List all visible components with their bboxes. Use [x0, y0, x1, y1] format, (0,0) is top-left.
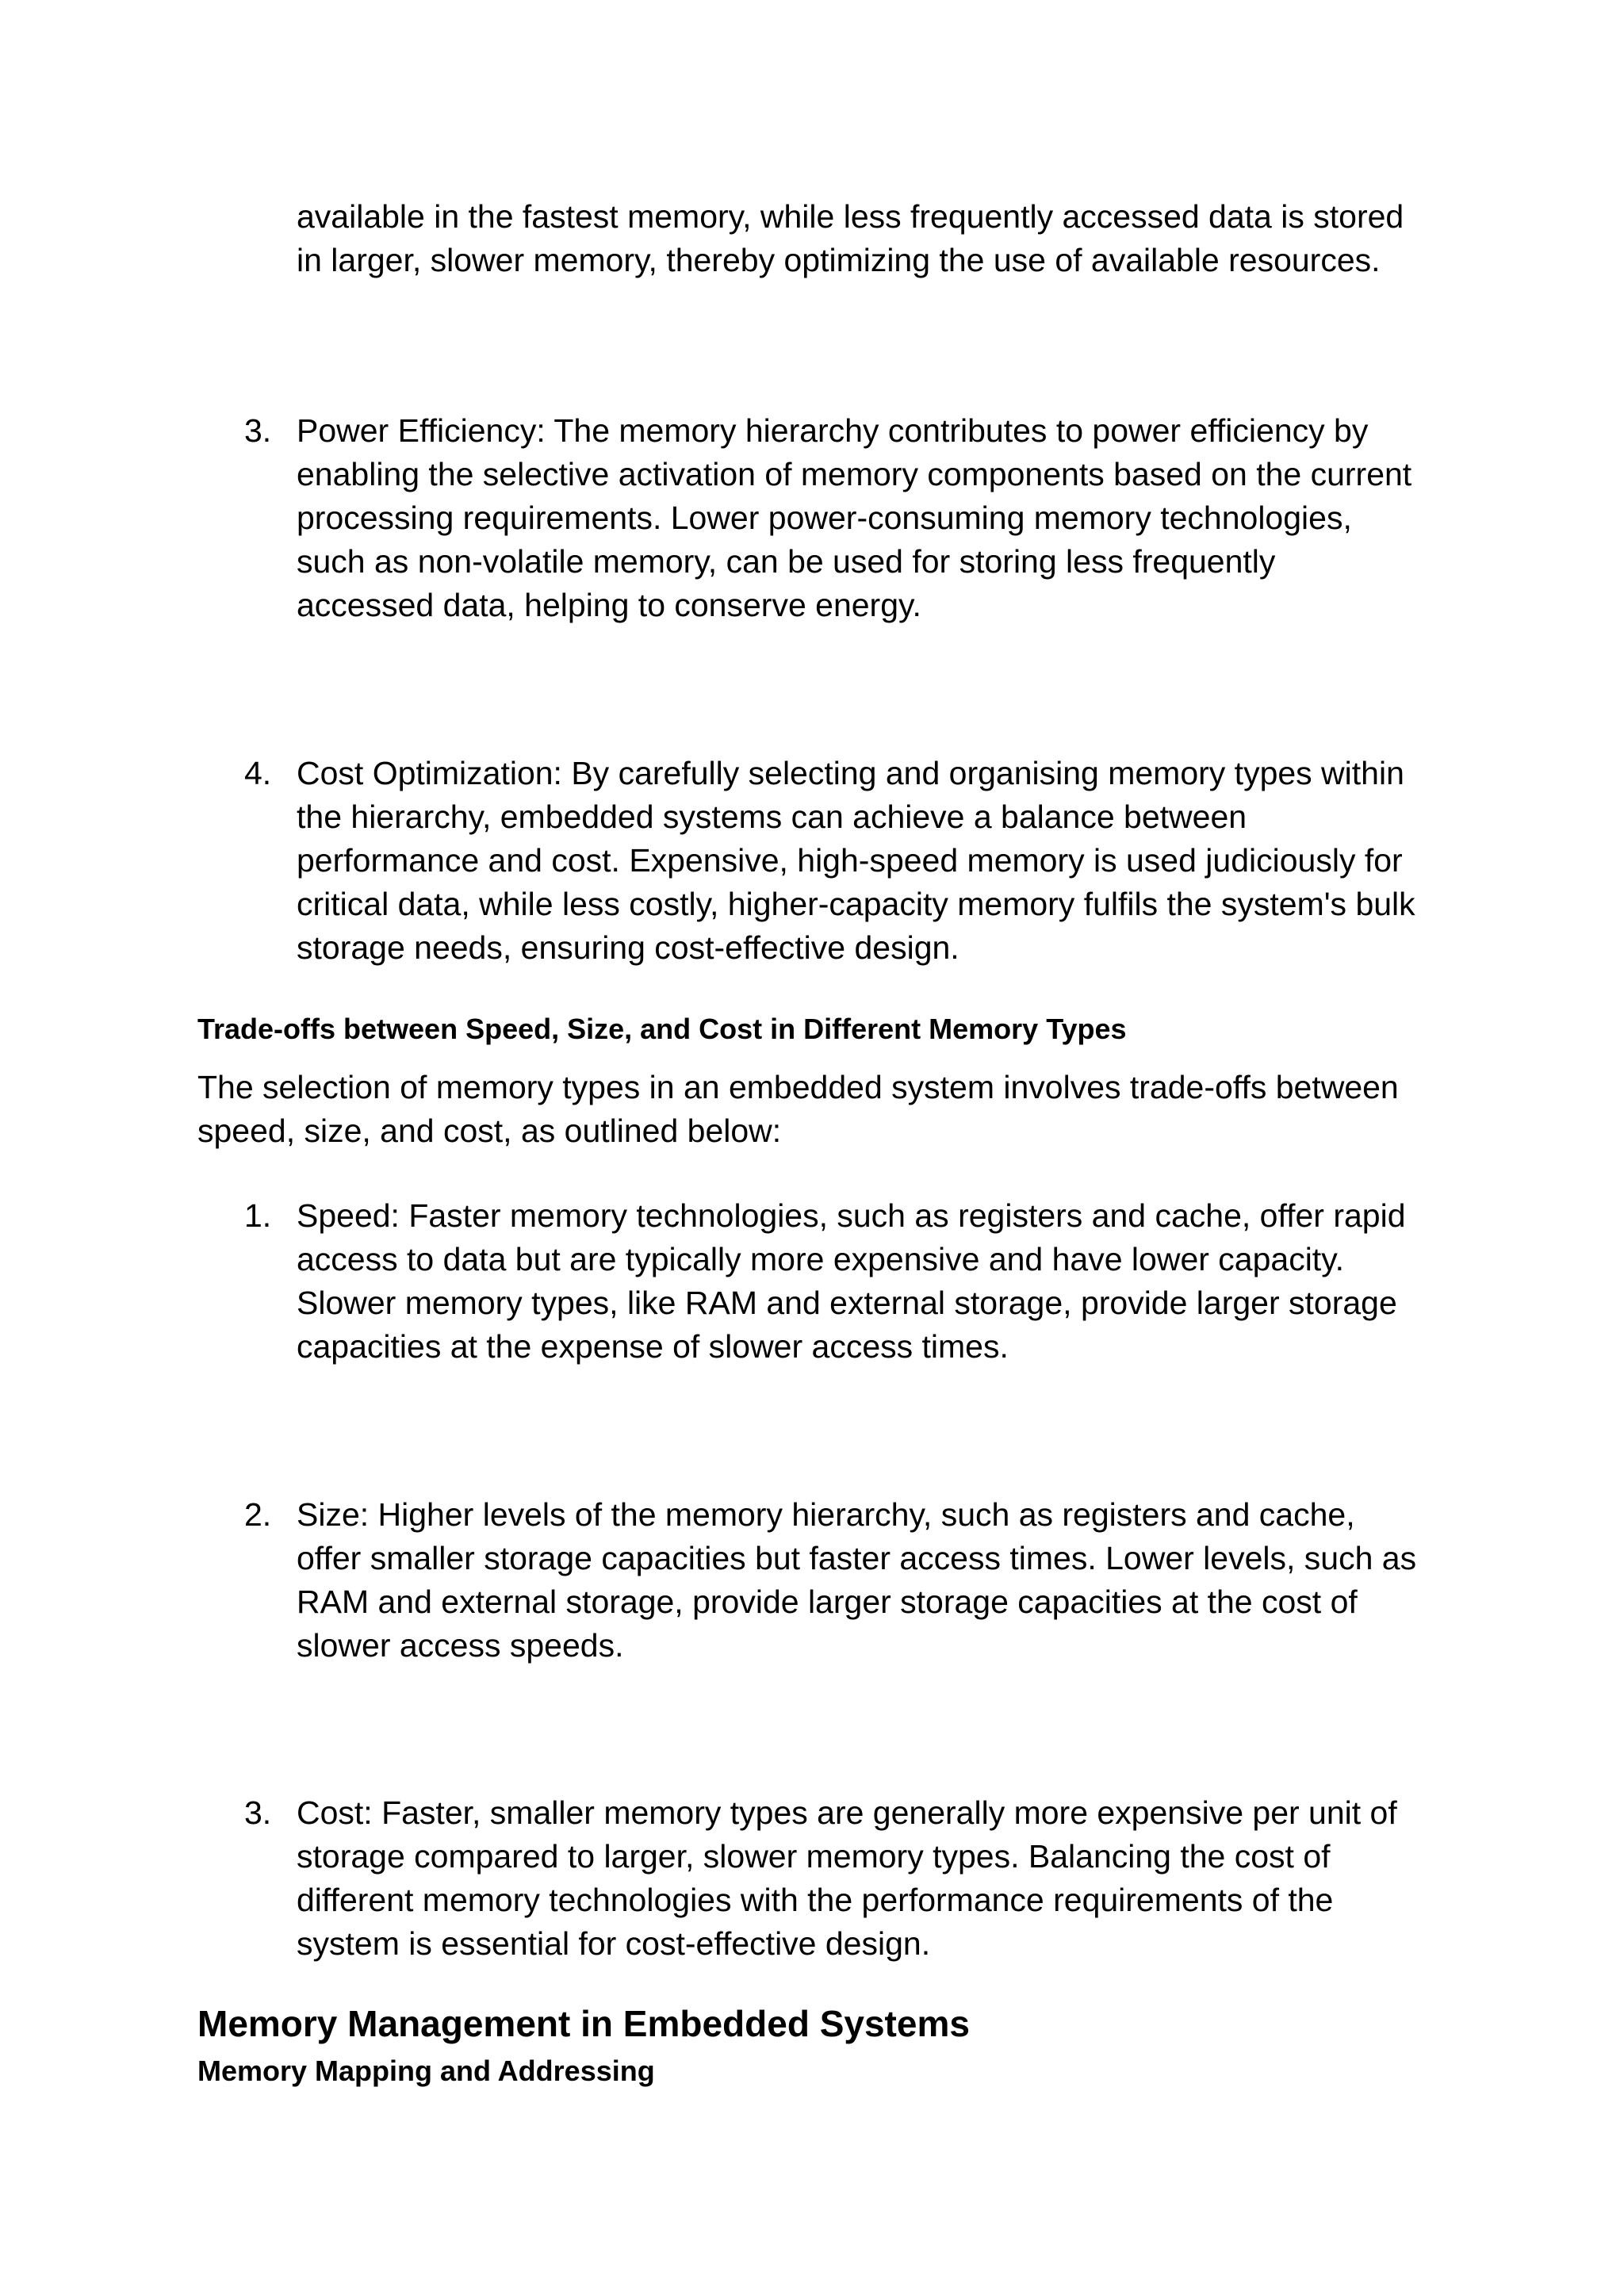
continuation-paragraph: available in the fastest memory, while less frequently accessed data is stored in larger, slower memory, thereby optimizing the use of available resources.: [297, 198, 1404, 278]
list-number: 1.: [244, 1197, 272, 1234]
list-number: 3.: [244, 412, 272, 449]
tradeoffs-heading: Trade-offs between Speed, Size, and Cost in Different Memory Types: [197, 1013, 1127, 1045]
list-item-size: Size: Higher levels of the memory hierarchy, such as registers and cache, offer smaller storage capacities but faster access times. Lower levels, such as RAM and external storage, provide larger storage capacities at the cost of slower access speeds.: [297, 1496, 1417, 1664]
section-subtitle: Memory Mapping and Addressing: [197, 2055, 655, 2087]
list-number: 2.: [244, 1496, 272, 1533]
list-item-power-efficiency: Power Efficiency: The memory hierarchy contributes to power efficiency by enabling the selective activation of memory components based on the current processing requirements. Lower power-consuming memory technologies, such as non-volatile memory, can be used for storing less frequently accessed data, helping to conserve energy.: [297, 412, 1412, 623]
list-item-cost: Cost: Faster, smaller memory types are generally more expensive per unit of storage compared to larger, slower memory types. Balancing the cost of different memory technologies with the performance requirements of the system is essential for cost-effective design.: [297, 1794, 1397, 1962]
list-item-speed: Speed: Faster memory technologies, such as registers and cache, offer rapid access to data but are typically more expensive and have lower capacity. Slower memory types, like RAM and external storage, provide larger storage capacities at the expense of slower access times.: [297, 1197, 1406, 1365]
list-number: 3.: [244, 1794, 272, 1831]
list-item-cost-optimization: Cost Optimization: By carefully selecting and organising memory types within the hierarchy, embedded systems can achieve a balance between performance and cost. Expensive, high-speed memory is used judiciously for critical data, while less costly, higher-capacity memory fulfils the system's bulk storage needs, ensuring cost-effective design.: [297, 755, 1415, 966]
section-title: Memory Management in Embedded Systems: [197, 2003, 970, 2044]
tradeoffs-intro: The selection of memory types in an embedded system involves trade-offs between speed, size, and cost, as outlined below:: [197, 1069, 1399, 1149]
list-number: 4.: [244, 755, 272, 791]
